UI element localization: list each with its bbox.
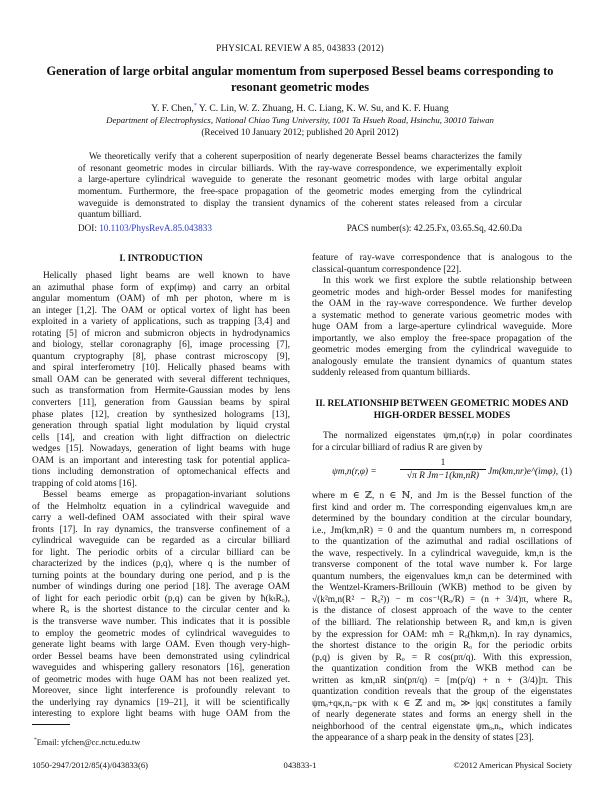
text-line: geometric modes and high-order Bessel modes for manifesting xyxy=(312,287,572,298)
text-line: of the billiard. The relationship between Rₒ and km,n is given xyxy=(312,618,572,629)
paragraph xyxy=(32,490,290,721)
footnote-divider xyxy=(32,724,70,725)
affiliation: Department of Electrophysics, National Chiao Tung University, 1001 Ta Hsueh Road, Hsinchu, 30010 Taiwan xyxy=(106,115,494,125)
text-line: the quantization condition from the WKB method can be xyxy=(312,664,572,675)
text-line: waveguide is demonstrated to display the transient dynamics of the coherent states released from a circular xyxy=(78,197,522,208)
text-line: of the Helmholtz equation in a cylindrical waveguide and xyxy=(32,501,290,512)
paragraph xyxy=(312,276,572,380)
text-line: We theoretically verify that a coherent superposition of nearly degenerate Bessel beams characterizes the family xyxy=(89,151,522,161)
text-line: the wave, respectively. In a cylindrical waveguide, km,n is the xyxy=(312,548,572,559)
abstract xyxy=(78,151,522,221)
text-line: analogously emulate the transient dynamics of quantum states xyxy=(312,356,572,367)
paragraph xyxy=(32,271,290,490)
text-line: where m ∈ ℤ, n ∈ ℕ, and Jm is the Bessel function of the xyxy=(312,491,572,501)
text-line: number of windings during one period [18]. The average OAM xyxy=(32,582,290,593)
title-line: Generation of large orbital angular momentum from superposed Bessel beams corresponding to xyxy=(46,64,554,78)
text-line: wedges [15]. Nowadays, generation of light beams with huge xyxy=(32,444,290,455)
journal-header: PHYSICAL REVIEW A 85, 043833 (2012) xyxy=(216,43,384,53)
text-line: Bessel beams emerge as propagation-invariant solutions xyxy=(43,490,290,500)
equation-numerator: 1 xyxy=(400,458,486,470)
text-line: the appearance of a sharp peak in the density of states [23]. xyxy=(312,733,534,744)
text-line: trapping of cold atoms [16]. xyxy=(32,478,137,489)
text-line: and biology, stellar coronagraphy [6], image processing [7], xyxy=(32,340,290,351)
text-line: ψmₒ+qκ,nₒ−pκ with κ ∈ ℤ and mₒ ≫ |qκ| constitutes a family xyxy=(312,698,572,709)
equation-denominator: √π R Jm−1(km,nR) xyxy=(406,471,480,481)
text-line: classical-quantum correspondence [22]. xyxy=(312,264,462,275)
paragraph xyxy=(312,253,572,276)
doi xyxy=(78,223,212,233)
text-line: to employ the geometric modes of cylindrical waveguides to xyxy=(32,628,290,639)
received-dates: (Received 10 January 2012; published 20 April 2012) xyxy=(201,126,399,137)
equation-1 xyxy=(312,458,572,486)
equation-number: (1) xyxy=(561,467,572,477)
text-line: exploited in a variety of applications, such as trapping [3,4] and xyxy=(32,317,290,328)
text-line: In this work we first explore the subtle relationship between xyxy=(323,276,572,286)
author-list xyxy=(0,103,600,114)
text-line: OAM is an important and interesting task for potential applica- xyxy=(32,455,290,466)
equation-rhs: Jm(km,nr)e^(imφ), xyxy=(488,467,559,477)
text-line: phase plates [12], creation by synthesized holograms [13], xyxy=(32,409,290,420)
text-line: √(k²m,n(R² − Rₒ²)) − m cos⁻¹(Rₒ/R) = (n + 3/4)π, where Rₒ xyxy=(312,594,572,605)
text-line: the OAM in the ray-wave correspondence. We further develop xyxy=(312,299,572,310)
doi-link[interactable]: 10.1103/PhysRevA.85.043833 xyxy=(99,223,212,233)
text-line: geometric modes emerging from the cylindrical waveguide to xyxy=(312,345,572,356)
text-line: to the quantization of the azimuthal and radial oscillations of xyxy=(312,537,572,548)
footer-copyright: ©2012 American Physical Society xyxy=(453,760,572,770)
text-line: generate light beams with large OAM. Even though very-high- xyxy=(32,640,290,651)
text-line: an azimuthal phase form of exp(imφ) and carry an orbital xyxy=(32,282,290,293)
text-line: of geometric modes with huge OAM has not been realized yet. xyxy=(32,674,290,685)
text-line: is the distance of closest approach of the wave to the center xyxy=(312,606,572,617)
paper-title xyxy=(0,64,600,95)
text-line: fronts [17]. In ray dynamics, the transverse confinement of a xyxy=(32,524,290,535)
text-line: angular momentum (OAM) of mħ per photon, where m is xyxy=(32,294,290,305)
text-line: tions including demonstration of optomechanical effects and xyxy=(32,467,290,478)
text-line: Moreover, since light interference is profoundly relevant to xyxy=(32,686,290,697)
text-line: quantum billiard. xyxy=(78,209,142,220)
text-line: transverse component of the total wave number k. For large xyxy=(312,560,572,571)
text-line: (p,q) is given by Rₒ = R cos(pπ/q). With this expression, xyxy=(312,652,572,663)
text-line: where Rₒ is the shortest distance to the circular center and kₜ xyxy=(32,605,290,616)
text-line: suddenly released from quantum billiards. xyxy=(312,368,471,379)
text-line: by the expression for OAM: mħ = Rₒ(ħkm,n). In ray dynamics, xyxy=(312,629,572,640)
text-line: determined by the boundary condition at the circular boundary, xyxy=(312,514,572,525)
text-line: for a circular billiard of radius R are given by xyxy=(312,442,483,453)
text-line: Helically phased light beams are well known to have xyxy=(43,271,290,281)
author-rest: Y. C. Lin, W. Z. Zhuang, H. C. Liang, K. W. Su, and K. F. Huang xyxy=(196,103,449,115)
text-line: generation through spatial light modulation by liquid crystal xyxy=(32,421,290,432)
text-line: characterized by the indices (p,q), where q is the number of xyxy=(32,559,290,570)
paragraph xyxy=(312,491,572,745)
footer-page-number: 043833-1 xyxy=(283,760,317,770)
text-line: converters [11], generation from Gaussian beams by spiral xyxy=(32,398,290,409)
text-line: momentum. Furthermore, the free-space propagation of the geometric modes emerging from the cylindrical xyxy=(78,186,522,197)
section-heading-relationship xyxy=(312,398,572,422)
heading-line: HIGH-ORDER BESSEL MODES xyxy=(373,411,511,421)
text-line: such as transformation from Hermite-Gaussian modes by lens xyxy=(32,386,290,397)
text-line: is the transverse wave number. This indicates that it is possible xyxy=(32,617,290,628)
text-line: for light. The periodic orbits of a circular billiard can be xyxy=(32,547,290,558)
title-line: resonant geometric modes xyxy=(230,79,370,94)
text-line: an integer [1,2]. The OAM or optical vortex of light has been xyxy=(32,305,290,316)
equation-fraction xyxy=(400,458,486,483)
text-line: of light for each periodic orbit (p,q) can be given by ħ(kₜRₒ), xyxy=(32,593,290,604)
text-line: feature of ray-wave correspondence that is analogous to the xyxy=(312,253,572,263)
text-line: cylindrical waveguide can be regarded as a circular billiard xyxy=(32,536,290,547)
text-line: and spiral interferometry [10]. Helically phased beams with xyxy=(32,363,290,374)
text-line: importantly, we also employ the free-space propagation of the xyxy=(312,333,572,344)
footer-issn: 1050-2947/2012/85(4)/043833(6) xyxy=(32,760,149,770)
text-line: the underlying ray dynamics [19–21], it will be scientifically xyxy=(32,697,290,708)
text-line: the Wentzel-Kramers-Brillouin (WKB) method to be given by xyxy=(312,583,572,594)
text-line: quantum numbers, the eigenvalues km,n can be determined with xyxy=(312,571,572,582)
text-line: carry a well-defined OAM associated with their spiral wave xyxy=(32,513,290,524)
text-line: first kind and order m. The corresponding eigenvalues km,n are xyxy=(312,502,572,513)
footnote xyxy=(34,737,140,747)
text-line: a systematic method to generate various geometric modes with xyxy=(312,310,572,321)
text-line: neighborhood of the central eigenstate ψmₒ,nₒ, which indicates xyxy=(312,721,572,732)
pacs-numbers: PACS number(s): 42.25.Fx, 03.65.Sq, 42.60.Da xyxy=(346,223,522,233)
paragraph xyxy=(312,431,572,454)
footnote-marker-link[interactable]: * xyxy=(193,103,197,109)
text-line: interesting to explore light beams with huge OAM from the xyxy=(32,709,290,720)
text-line: rotating [5] of micron and submicron objects in hydrodynamics xyxy=(32,328,290,339)
text-line: waveguides and whispering gallery resonators [16], generation xyxy=(32,663,290,674)
text-line: the shortest distance to the origin Rₒ for the periodic orbits xyxy=(312,641,572,652)
text-line: small OAM can be generated with several different techniques, xyxy=(32,374,290,385)
text-line: of resonant geometric modes in circular billiards. With the ray-wave correspondence, we experimentally exploit xyxy=(78,162,522,173)
doi-label: DOI: xyxy=(78,223,97,233)
text-line: huge OAM from a large-aperture cylindrical waveguide. More xyxy=(312,322,572,333)
text-line: i.e., Jm(km,nR) = 0 and the quantum numbers m, n correspond xyxy=(312,525,572,536)
text-line: of nearly degenerate states and forms an energy shell in the xyxy=(312,710,572,721)
text-line: quantization condition reveals that the group of the eigenstates xyxy=(312,687,572,698)
equation-lhs: ψm,n(r,φ) = xyxy=(332,467,377,477)
text-line: The normalized eigenstates ψm,n(r,φ) in polar coordinates xyxy=(323,431,572,441)
text-line: turning points at the boundary during one period, and p is the xyxy=(32,570,290,581)
footnote-marker: * xyxy=(34,737,37,743)
text-line: quantum cryptography [8], phase contrast microscopy [9], xyxy=(32,351,290,362)
text-line: a large-aperture cylindrical waveguide to generate the resonant geometric modes with large orbital angular xyxy=(78,174,522,185)
text-line: written as km,nR sin(pπ/q) = [m(p/q) + n + (3/4)]π. This xyxy=(312,675,572,686)
heading-line: II. RELATIONSHIP BETWEEN GEOMETRIC MODES AND xyxy=(315,399,569,409)
text-line: cells [14], and creation with light diffraction on dielectric xyxy=(32,432,290,443)
footnote-email: Email: yfchen@cc.nctu.edu.tw xyxy=(36,737,141,747)
text-line: order Bessel beams have been demonstrated using cylindrical xyxy=(32,651,290,662)
section-heading-introduction: I. INTRODUCTION xyxy=(119,254,203,264)
author-first: Y. F. Chen, xyxy=(151,103,194,115)
